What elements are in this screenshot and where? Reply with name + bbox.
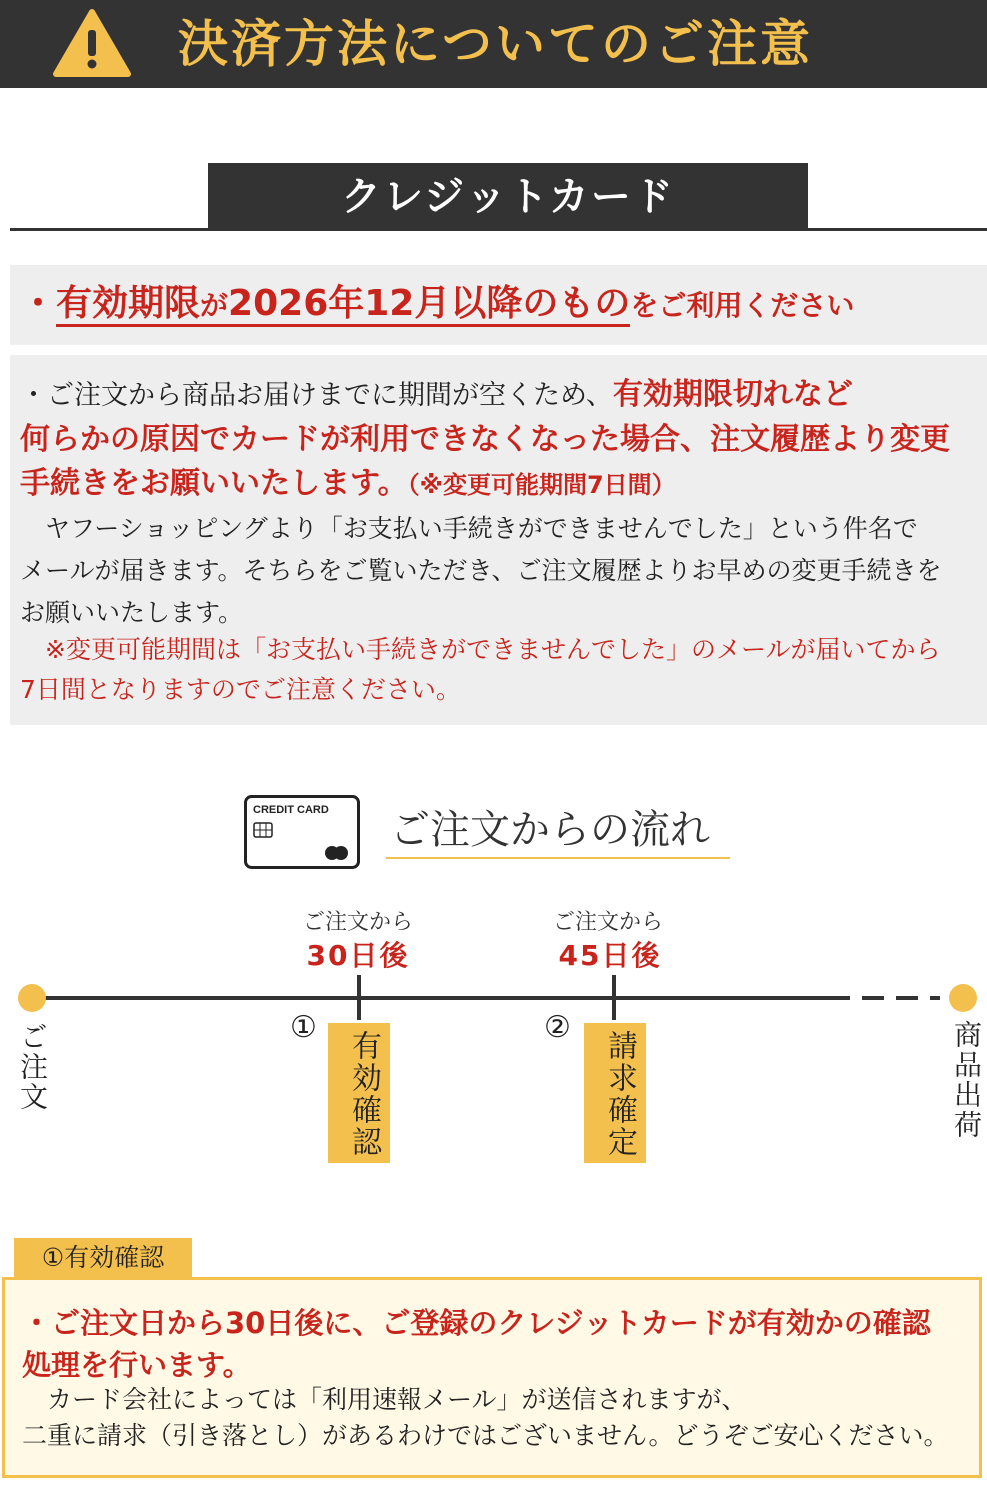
flow-title: ご注文からの流れ — [390, 807, 710, 853]
expiry-part4: をご利用ください — [630, 289, 855, 322]
notice-paragraph-2 — [20, 508, 942, 634]
expiry-bullet: ・ — [20, 283, 57, 324]
step1-days: 30日後 — [306, 939, 410, 972]
notice-para2-line1: ヤフーショッピングより「お支払い手続きができませんでした」という件名で — [20, 514, 918, 543]
notice-para2-line2: メールが届きます。そちらをご覧いただき、ご注文履歴よりお早めの変更手続きを — [20, 556, 942, 585]
verification-line2: 処理を行います。 — [22, 1348, 252, 1382]
notice-para3-line2: 7日間となりますのでご注意ください。 — [20, 675, 461, 704]
verification-tag: ①有効確認 — [14, 1238, 192, 1278]
section-title: クレジットカード — [208, 163, 808, 231]
step1-number: ① — [290, 1010, 317, 1045]
notice-line2: 何らかの原因でカードが利用できなくなった場合、注文履歴より変更 — [20, 422, 950, 457]
page-title: 決済方法についてのご注意 — [178, 15, 813, 73]
expiry-notice — [20, 279, 854, 331]
step1-label: 有効確認 — [346, 1030, 381, 1158]
card-icon-label: CREDIT CARD — [253, 804, 329, 816]
credit-card-icon — [244, 795, 360, 869]
step1-caption: ご注文から — [302, 910, 414, 935]
verification-line3: カード会社によっては「利用速報メール」が送信されますが、 — [22, 1385, 747, 1414]
verification-body — [22, 1382, 949, 1454]
notice-paragraph-1 — [20, 373, 950, 507]
step2-number: ② — [544, 1010, 571, 1045]
section-divider — [10, 228, 987, 231]
step2-label: 請求確定 — [602, 1030, 637, 1158]
verification-heading — [22, 1302, 931, 1386]
notice-para2-line3: お願いいたします。 — [20, 598, 244, 627]
step2-caption: ご注文から — [552, 910, 664, 935]
verification-line4: 二重に請求（引き落とし）があるわけではございません。どうぞご安心ください。 — [22, 1421, 949, 1450]
verification-line1: ・ご注文日から30日後に、ご登録のクレジットカードが有効かの確認 — [22, 1306, 931, 1340]
expiry-part3: 2026年12月以降のもの — [228, 283, 631, 324]
warning-triangle-icon — [52, 8, 132, 78]
notice-line1-red: 有効期限切れなど — [612, 377, 853, 412]
notice-line3-note: （※変更可能期間7日間） — [407, 471, 676, 499]
notice-line1-normal: ・ご注文から商品お届けまでに期間が空くため、 — [20, 380, 613, 411]
timeline-start-label: ご注文 — [16, 1022, 49, 1112]
expiry-part2: が — [200, 289, 229, 322]
flow-title-underline — [386, 857, 730, 859]
expiry-part1: 有効期限 — [56, 283, 201, 324]
timeline-end-dot — [949, 984, 977, 1012]
order-timeline — [0, 880, 987, 1180]
notice-paragraph-3 — [20, 630, 940, 710]
notice-line3-red: 手続きをお願いいたします。 — [20, 466, 408, 501]
timeline-start-dot — [18, 984, 46, 1012]
step2-days: 45日後 — [558, 939, 662, 972]
timeline-end-label: 商品出荷 — [950, 1020, 983, 1140]
notice-para3-line1: ※変更可能期間は「お支払い手続きができませんでした」のメールが届いてから — [20, 635, 941, 664]
